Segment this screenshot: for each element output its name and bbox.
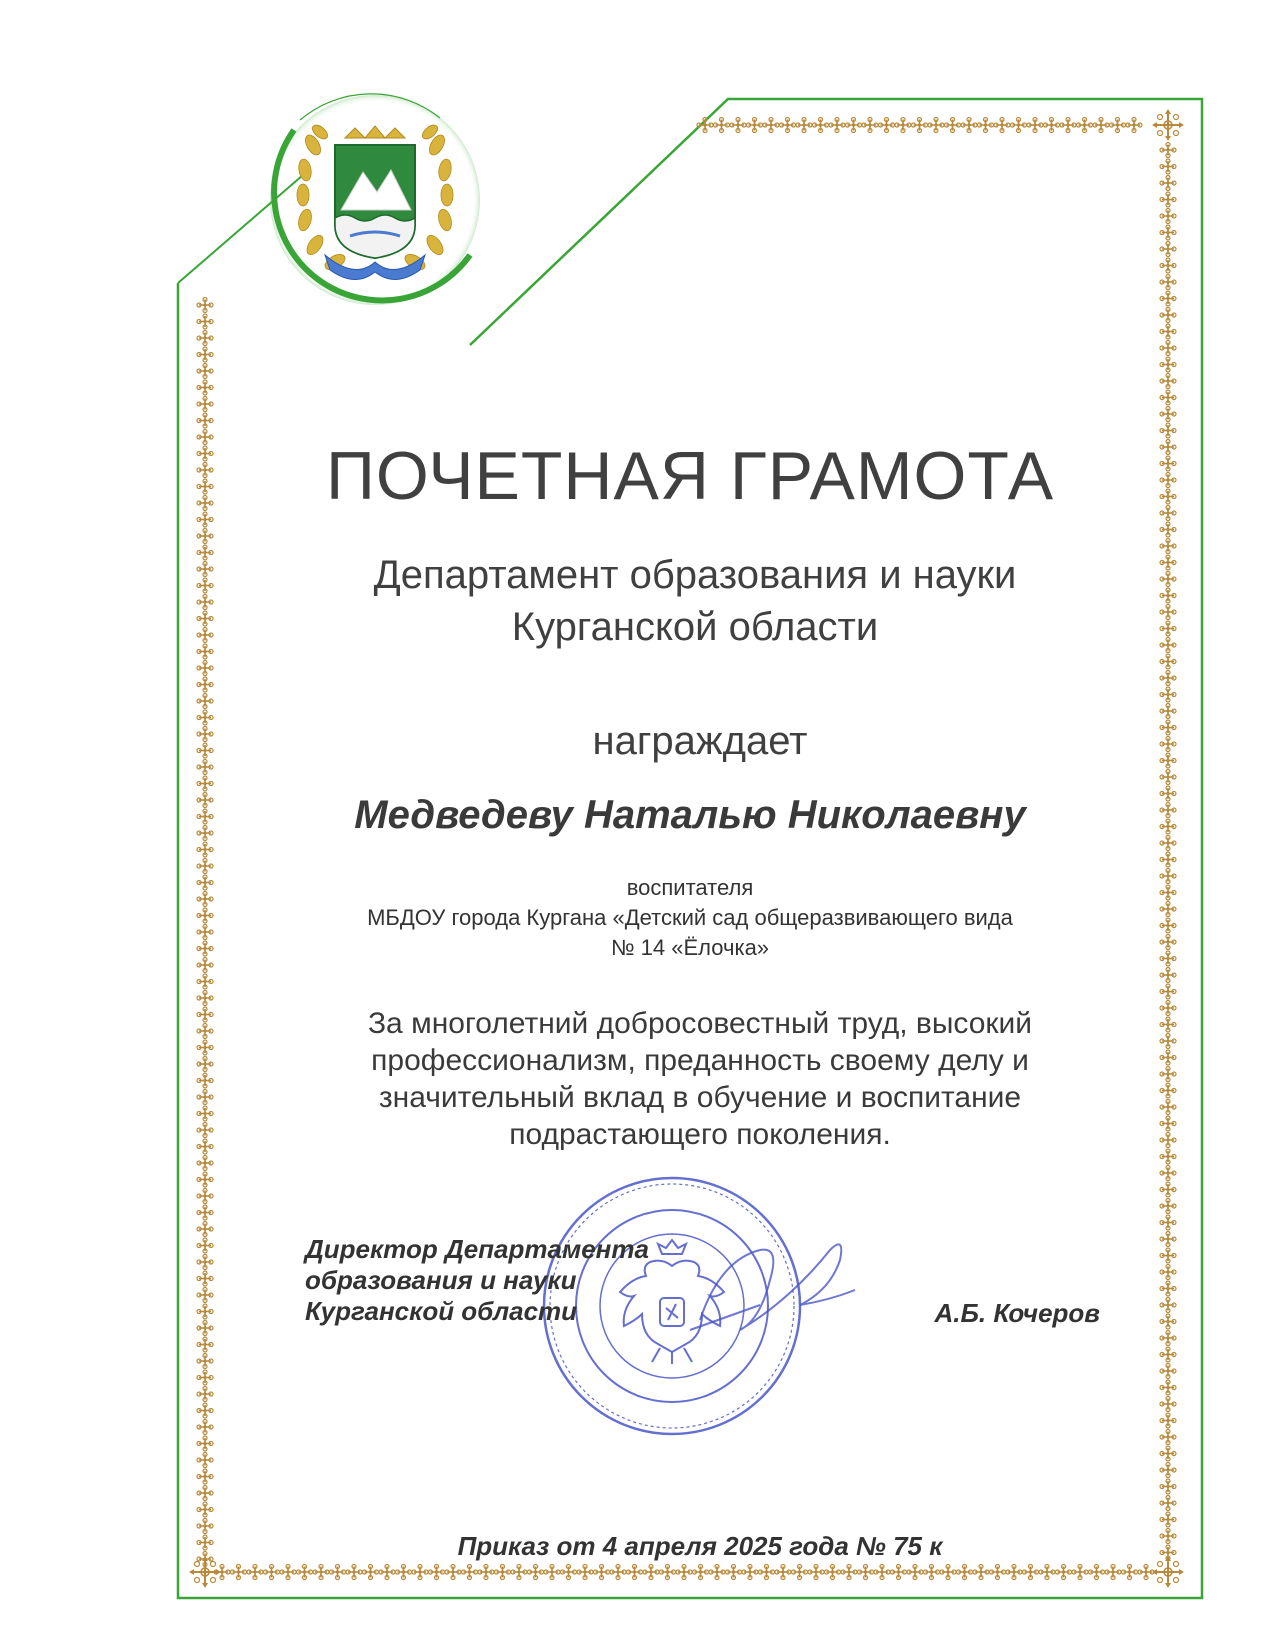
border-ornament	[197, 991, 213, 1006]
border-ornament	[1138, 1565, 1154, 1580]
border-ornament	[1160, 209, 1176, 224]
border-ornament	[264, 1565, 280, 1580]
border-ornament	[1160, 935, 1176, 950]
border-ornament	[1160, 1512, 1176, 1527]
border-ornament	[197, 1403, 213, 1418]
border-ornament	[1160, 539, 1176, 554]
border-ornament	[379, 1565, 395, 1580]
signatory-title-line2: образования и науки	[305, 1265, 577, 1295]
signatory-name: А.Б. Кочеров	[934, 1298, 1100, 1328]
border-ornament	[742, 1565, 758, 1580]
border-ornament	[197, 1040, 213, 1055]
border-ornament	[197, 1288, 213, 1303]
border-ornament	[197, 529, 213, 544]
border-ornament	[594, 1565, 610, 1580]
border-ornament	[1160, 984, 1176, 999]
border-ornament	[1093, 118, 1109, 133]
border-ornament	[1160, 753, 1176, 768]
award-reason-line4: подрастающего поколения.	[509, 1118, 891, 1151]
border-ornament	[1077, 118, 1093, 133]
border-ornament	[197, 908, 213, 923]
border-ornament	[1160, 506, 1176, 521]
border-ornament	[1160, 341, 1176, 356]
border-ornament	[1160, 159, 1176, 174]
border-ornament	[610, 1565, 626, 1580]
border-ornament	[858, 1565, 874, 1580]
border-ornament	[197, 677, 213, 692]
border-ornament	[197, 562, 213, 577]
border-ornament	[1060, 118, 1076, 133]
border-ornament	[1160, 836, 1176, 851]
border-ornament	[231, 1565, 247, 1580]
border-ornament	[1160, 1463, 1176, 1478]
border-ornament	[796, 118, 812, 133]
border-ornament	[730, 118, 746, 133]
certificate-title: ПОЧЕТНАЯ ГРАМОТА	[325, 438, 1055, 514]
border-ornament	[1023, 1565, 1039, 1580]
recipient-position: воспитателя	[626, 875, 754, 900]
border-ornament	[197, 364, 213, 379]
border-ornament	[445, 1565, 461, 1580]
border-ornament	[1160, 737, 1176, 752]
border-ornament	[197, 298, 213, 313]
border-ornament	[1160, 1232, 1176, 1247]
border-ornament	[577, 1565, 593, 1580]
order-reference: Приказ от 4 апреля 2025 года № 75 к	[457, 1531, 943, 1561]
border-ornament	[197, 1271, 213, 1286]
border-ornament	[1160, 786, 1176, 801]
signatory-title-line3: Курганской области	[305, 1296, 578, 1326]
green-frame	[178, 94, 1202, 1598]
border-ornament	[940, 1565, 956, 1580]
border-ornament	[1160, 1265, 1176, 1280]
border-ornament	[197, 661, 213, 676]
border-ornament	[846, 118, 862, 133]
border-ornament	[1160, 440, 1176, 455]
border-ornament	[197, 1156, 213, 1171]
border-ornament	[197, 628, 213, 643]
border-ornament	[676, 1565, 692, 1580]
border-ornament	[1056, 1565, 1072, 1580]
border-ornament	[1160, 1446, 1176, 1461]
border-ornament	[874, 1565, 890, 1580]
border-ornament	[1160, 638, 1176, 653]
border-ornament	[1160, 390, 1176, 405]
border-ornament	[197, 760, 213, 775]
border-ornament	[197, 578, 213, 593]
border-ornament	[978, 118, 994, 133]
border-ornament	[247, 1565, 263, 1580]
award-reason-line2: профессионализм, преданность своему делу и	[371, 1044, 1029, 1077]
border-ornament	[1160, 902, 1176, 917]
border-ornament	[693, 1565, 709, 1580]
border-ornament	[197, 1139, 213, 1154]
border-ornament	[197, 1486, 213, 1501]
border-ornament	[197, 793, 213, 808]
border-ornament	[1160, 1314, 1176, 1329]
border-ornament	[197, 1189, 213, 1204]
border-ornament	[1160, 143, 1176, 158]
border-ornament	[895, 118, 911, 133]
border-ornament	[197, 512, 213, 527]
border-ornament	[1160, 1215, 1176, 1230]
border-ornament	[1160, 1050, 1176, 1065]
border-ornament	[1160, 1067, 1176, 1082]
border-ornament	[973, 1565, 989, 1580]
border-ornament	[1160, 654, 1176, 669]
border-ornament	[1160, 308, 1176, 323]
border-ornament	[1160, 1298, 1176, 1313]
border-ornament	[775, 1565, 791, 1580]
border-ornament	[197, 347, 213, 362]
border-ornament	[990, 1565, 1006, 1580]
border-ornament	[1160, 357, 1176, 372]
border-ornament	[396, 1565, 412, 1580]
corner-ornament	[1152, 1556, 1184, 1588]
border-ornament	[197, 710, 213, 725]
border-ornament	[714, 118, 730, 133]
border-ornament	[1160, 1413, 1176, 1428]
border-ornament	[197, 314, 213, 329]
border-ornament	[197, 809, 213, 824]
border-ornament	[1160, 1364, 1176, 1379]
border-ornament	[280, 1565, 296, 1580]
department-name-line2: Курганской области	[511, 605, 879, 649]
border-ornament	[1160, 192, 1176, 207]
border-ornament	[891, 1565, 907, 1580]
border-ornament	[1160, 1496, 1176, 1511]
ornamental-border	[189, 109, 1184, 1588]
border-ornament	[197, 1238, 213, 1253]
border-ornament	[197, 1370, 213, 1385]
border-ornament	[1160, 819, 1176, 834]
border-ornament	[1160, 968, 1176, 983]
border-ornament	[197, 859, 213, 874]
border-ornament	[1160, 555, 1176, 570]
border-ornament	[1160, 1479, 1176, 1494]
border-ornament	[197, 974, 213, 989]
border-ornament	[1160, 489, 1176, 504]
border-ornament	[961, 118, 977, 133]
border-ornament	[197, 1090, 213, 1105]
border-ornament	[528, 1565, 544, 1580]
border-ornament	[1160, 1199, 1176, 1214]
border-ornament	[1160, 704, 1176, 719]
border-ornament	[197, 644, 213, 659]
border-ornament	[1089, 1565, 1105, 1580]
border-ornament	[478, 1565, 494, 1580]
border-ornament	[197, 1387, 213, 1402]
border-ornament	[1044, 118, 1060, 133]
border-ornament	[197, 1354, 213, 1369]
border-ornament	[197, 1007, 213, 1022]
border-ornament	[197, 694, 213, 709]
border-ornament	[1160, 324, 1176, 339]
border-ornament	[928, 118, 944, 133]
border-ornament	[313, 1565, 329, 1580]
border-ornament	[709, 1565, 725, 1580]
border-ornament	[1160, 1100, 1176, 1115]
border-ornament	[1160, 407, 1176, 422]
border-ornament	[792, 1565, 808, 1580]
border-ornament	[660, 1565, 676, 1580]
border-ornament	[197, 496, 213, 511]
border-ornament	[197, 1106, 213, 1121]
border-ornament	[511, 1565, 527, 1580]
border-ornament	[197, 1172, 213, 1187]
border-ornament	[197, 1255, 213, 1270]
border-ornament	[1160, 1281, 1176, 1296]
border-ornament	[1160, 605, 1176, 620]
recipient-name: Медведеву Наталью Николаевну	[354, 793, 1026, 837]
border-ornament	[197, 446, 213, 461]
border-ornament	[763, 118, 779, 133]
border-ornament	[197, 826, 213, 841]
border-ornament	[197, 430, 213, 445]
border-ornament	[1006, 1565, 1022, 1580]
border-ornament	[197, 463, 213, 478]
border-ornament	[643, 1565, 659, 1580]
department-name-line1: Департамент образования и науки	[373, 553, 1017, 597]
border-ornament	[197, 1321, 213, 1336]
border-ornament	[1110, 118, 1126, 133]
border-ornament	[197, 1304, 213, 1319]
border-ornament	[945, 118, 961, 133]
border-ornament	[1160, 1133, 1176, 1148]
border-ornament	[1160, 918, 1176, 933]
border-ornament	[1160, 621, 1176, 636]
corner-ornament	[189, 1556, 221, 1588]
border-ornament	[1160, 1182, 1176, 1197]
border-ornament	[697, 118, 713, 133]
border-ornament	[544, 1565, 560, 1580]
border-ornament	[197, 1337, 213, 1352]
border-ornament	[1122, 1565, 1138, 1580]
awards-word: награждает	[592, 719, 808, 763]
border-ornament	[412, 1565, 428, 1580]
border-ornament	[197, 1502, 213, 1517]
border-ornament	[879, 118, 895, 133]
border-ornament	[197, 1205, 213, 1220]
border-ornament	[627, 1565, 643, 1580]
border-ornament	[1160, 423, 1176, 438]
border-ornament	[297, 1565, 313, 1580]
border-ornament	[197, 1453, 213, 1468]
border-ornament	[197, 397, 213, 412]
border-ornament	[197, 1420, 213, 1435]
border-ornament	[1160, 1116, 1176, 1131]
border-ornament	[1160, 869, 1176, 884]
border-ornament	[197, 941, 213, 956]
border-ornament	[1011, 118, 1027, 133]
border-ornament	[1160, 522, 1176, 537]
border-ornament	[197, 1073, 213, 1088]
border-ornament	[1072, 1565, 1088, 1580]
border-ornament	[197, 595, 213, 610]
border-ornament	[1160, 176, 1176, 191]
border-ornament	[197, 479, 213, 494]
border-ornament	[726, 1565, 742, 1580]
border-ornament	[924, 1565, 940, 1580]
border-ornament	[912, 118, 928, 133]
border-ornament	[1160, 242, 1176, 257]
border-ornament	[1160, 770, 1176, 785]
border-ornament	[1160, 1331, 1176, 1346]
border-ornament	[197, 776, 213, 791]
border-ornament	[197, 925, 213, 940]
border-ornament	[780, 118, 796, 133]
border-ornament	[197, 1222, 213, 1237]
border-ornament	[759, 1565, 775, 1580]
border-ornament	[429, 1565, 445, 1580]
border-ornament	[813, 118, 829, 133]
border-ornament	[197, 545, 213, 560]
border-ornament	[994, 118, 1010, 133]
border-ornament	[197, 727, 213, 742]
organization-line2: № 14 «Ёлочка»	[610, 935, 770, 960]
border-ornament	[197, 1535, 213, 1550]
border-ornament	[197, 743, 213, 758]
border-ornament	[841, 1565, 857, 1580]
border-ornament	[561, 1565, 577, 1580]
border-ornament	[1160, 456, 1176, 471]
border-ornament	[197, 842, 213, 857]
award-reason-line1: За многолетний добросовестный труд, высокий	[367, 1007, 1033, 1040]
signatory-title-line1: Директор Департамента	[305, 1234, 649, 1264]
border-ornament	[1160, 588, 1176, 603]
border-ornament	[1160, 852, 1176, 867]
border-ornament	[862, 118, 878, 133]
border-ornament	[197, 958, 213, 973]
border-ornament	[747, 118, 763, 133]
border-ornament	[1160, 951, 1176, 966]
border-ornament	[197, 380, 213, 395]
border-ornament	[346, 1565, 362, 1580]
border-ornament	[197, 892, 213, 907]
border-ornament	[957, 1565, 973, 1580]
border-ornament	[197, 1057, 213, 1072]
border-ornament	[1160, 473, 1176, 488]
border-ornament	[1160, 1430, 1176, 1445]
border-ornament	[1027, 118, 1043, 133]
border-ornament	[1160, 671, 1176, 686]
border-ornament	[1160, 1347, 1176, 1362]
border-ornament	[1160, 1034, 1176, 1049]
border-ornament	[197, 875, 213, 890]
border-ornament	[1105, 1565, 1121, 1580]
border-ornament	[1160, 1017, 1176, 1032]
border-ornament	[1160, 258, 1176, 273]
border-ornament	[825, 1565, 841, 1580]
border-ornament	[1160, 225, 1176, 240]
border-ornament	[197, 1469, 213, 1484]
award-reason-line3: значительный вклад в обучение и воспитание	[378, 1081, 1022, 1114]
border-ornament	[197, 1519, 213, 1534]
border-ornament	[197, 1123, 213, 1138]
border-ornament	[1160, 1380, 1176, 1395]
border-ornament	[462, 1565, 478, 1580]
border-ornament	[1160, 687, 1176, 702]
border-ornament	[1160, 1397, 1176, 1412]
border-ornament	[829, 118, 845, 133]
border-ornament	[1160, 1248, 1176, 1263]
border-ornament	[1160, 275, 1176, 290]
border-ornament	[495, 1565, 511, 1580]
border-ornament	[1160, 803, 1176, 818]
border-ornament	[197, 1024, 213, 1039]
border-ornament	[1160, 1083, 1176, 1098]
border-ornament	[1039, 1565, 1055, 1580]
border-ornament	[1160, 572, 1176, 587]
border-ornament	[1160, 720, 1176, 735]
border-ornament	[907, 1565, 923, 1580]
border-ornament	[1160, 885, 1176, 900]
border-ornament	[363, 1565, 379, 1580]
organization-line1: МБДОУ города Кургана «Детский сад общеразвивающего вида	[367, 905, 1013, 930]
corner-ornament	[1152, 109, 1184, 141]
border-ornament	[808, 1565, 824, 1580]
border-ornament	[1160, 374, 1176, 389]
border-ornament	[197, 611, 213, 626]
border-ornament	[1160, 291, 1176, 306]
border-ornament	[1160, 1166, 1176, 1181]
border-ornament	[197, 331, 213, 346]
border-ornament	[330, 1565, 346, 1580]
border-ornament	[1160, 1001, 1176, 1016]
border-ornament	[1160, 1529, 1176, 1544]
border-ornament	[197, 1436, 213, 1451]
border-ornament	[1160, 1149, 1176, 1164]
border-ornament	[197, 413, 213, 428]
border-ornament	[1126, 118, 1142, 133]
